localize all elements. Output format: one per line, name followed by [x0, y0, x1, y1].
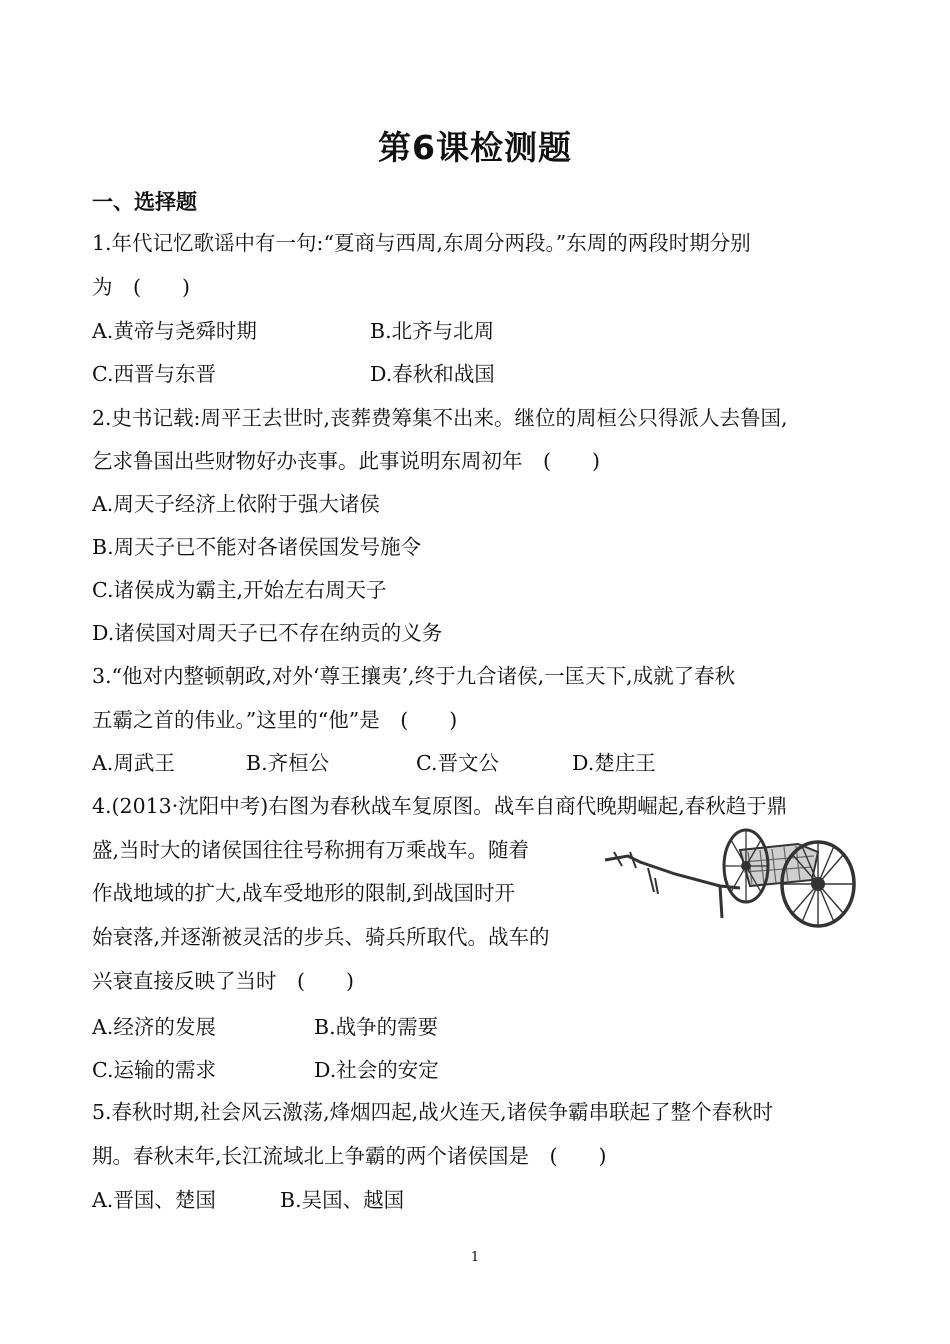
question-2-option-a: A.周天子经济上依附于强大诸侯 [92, 492, 380, 516]
question-2-option-c: C.诸侯成为霸主,开始左右周天子 [92, 578, 387, 602]
question-4-line-5: 兴衰直接反映了当时 ( ) [92, 969, 354, 993]
question-5-option-a: A.晋国、楚国 [92, 1188, 216, 1212]
question-3-option-a: A.周武王 [92, 751, 175, 775]
question-1-option-a: A.黄帝与尧舜时期 [92, 319, 257, 343]
question-5-line-1: 5.春秋时期,社会风云激荡,烽烟四起,战火连天,诸侯争霸串联起了整个春秋时 [92, 1100, 774, 1124]
question-2-option-b: B.周天子已不能对各诸侯国发号施令 [92, 535, 422, 559]
question-4-line-4: 始衰落,并逐渐被灵活的步兵、骑兵所取代。战车的 [92, 925, 550, 949]
question-2-line-1: 2.史书记载:周平王去世时,丧葬费筹集不出来。继位的周桓公只得派人去鲁国, [92, 406, 788, 430]
question-5-option-b: B.吴国、越国 [280, 1188, 405, 1212]
question-3-option-c: C.晋文公 [416, 751, 499, 775]
question-4-line-3: 作战地域的扩大,战车受地形的限制,到战国时开 [92, 881, 516, 905]
question-4-option-c: C.运输的需求 [92, 1058, 216, 1082]
question-3-line-1: 3.“他对内整顿朝政,对外‘尊王攘夷’,终于九合诸侯,一匡天下,成就了春秋 [92, 664, 736, 688]
question-2-line-2: 乞求鲁国出些财物好办丧事。此事说明东周初年 ( ) [92, 449, 600, 473]
question-1-option-c: C.西晋与东晋 [92, 362, 216, 386]
page-number: 1 [470, 1250, 480, 1265]
question-3-line-2: 五霸之首的伟业。”这里的“他”是 ( ) [92, 708, 458, 732]
question-3-option-d: D.楚庄王 [572, 751, 656, 775]
question-4-option-b: B.战争的需要 [314, 1015, 439, 1039]
question-5-line-2: 期。春秋末年,长江流域北上争霸的两个诸侯国是 ( ) [92, 1144, 607, 1168]
question-3-option-b: B.齐桓公 [246, 751, 330, 775]
question-4-line-2: 盛,当时大的诸侯国往往号称拥有万乘战车。随着 [92, 838, 530, 862]
question-1-line-2: 为 ( ) [92, 275, 190, 299]
page-title: 第6课检测题 [378, 128, 572, 167]
section-heading: 一、选择题 [92, 190, 197, 214]
question-4-option-d: D.社会的安定 [314, 1058, 439, 1082]
question-4-option-a: A.经济的发展 [92, 1015, 216, 1039]
question-1-line-1: 1.年代记忆歌谣中有一句:“夏商与西周,东周分两段。”东周的两段时期分别 [92, 231, 751, 255]
question-4-line-1: 4.(2013·沈阳中考)右图为春秋战车复原图。战车自商代晚期崛起,春秋趋于鼎 [92, 794, 788, 818]
question-2-option-d: D.诸侯国对周天子已不存在纳贡的义务 [92, 621, 443, 645]
question-1-option-b: B.北齐与北周 [370, 319, 495, 343]
question-1-option-d: D.春秋和战国 [370, 362, 495, 386]
chariot-illustration [600, 822, 862, 930]
